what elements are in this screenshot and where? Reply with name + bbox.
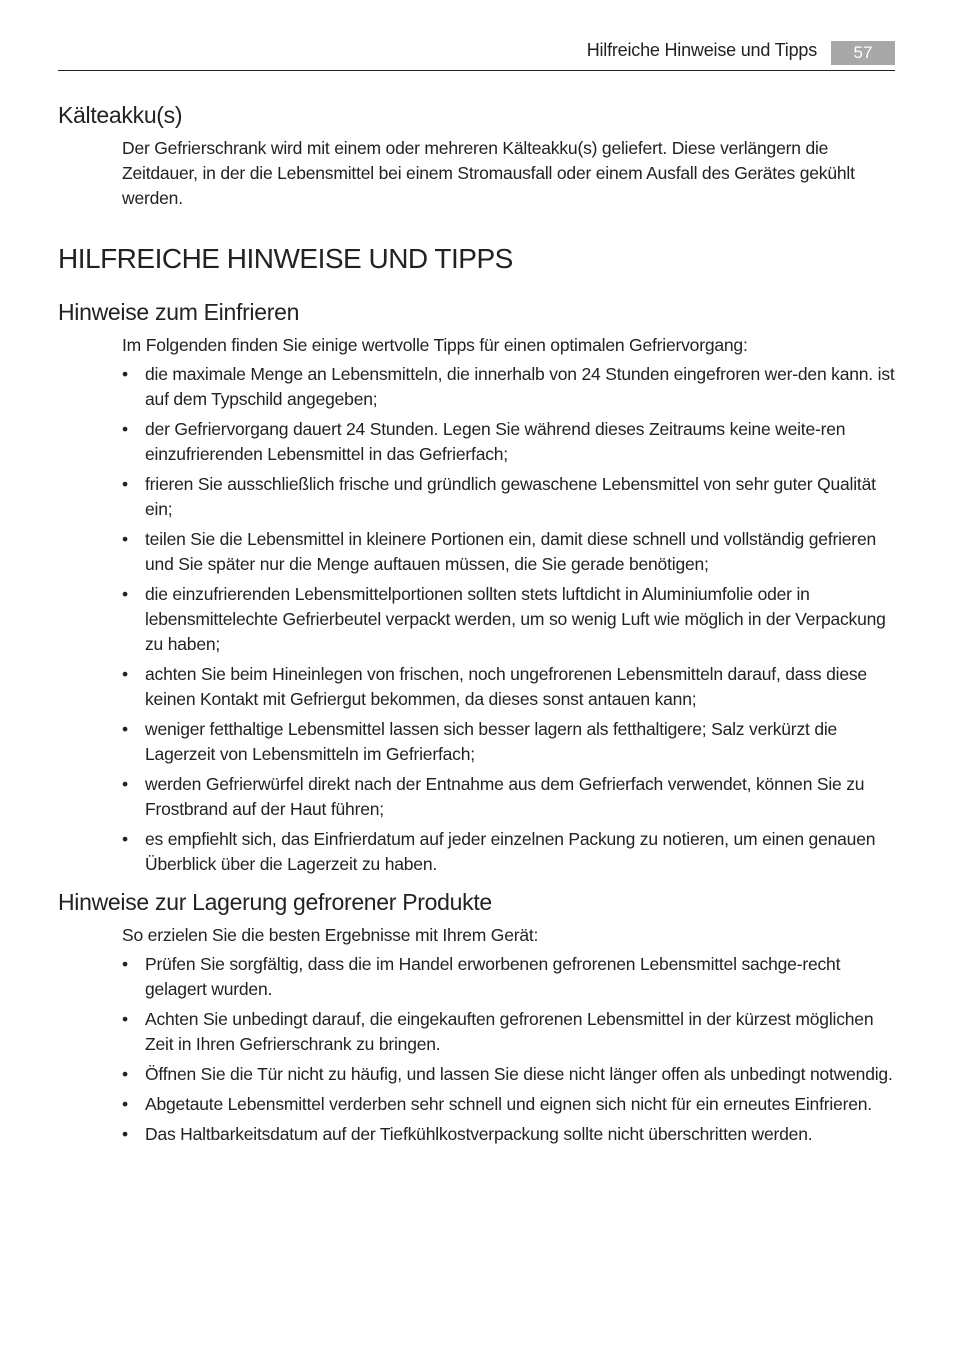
list-item-text: frieren Sie ausschließlich frische und gründlich gewaschene Lebensmittel von sehr guter Qualität ein; [145, 474, 876, 519]
list-item [122, 527, 898, 577]
list-item [122, 582, 898, 657]
list-item-text: weniger fetthaltige Lebensmittel lassen sich besser lagern als fetthaltigere; Salz verkürzt die Lagerzeit von Lebensmitteln im Gefrierfach; [145, 719, 838, 764]
page-number: 57 [831, 41, 895, 65]
bullet-icon: • [122, 719, 128, 739]
list-lagerung [122, 952, 898, 1147]
list-item-text: die einzufrierenden Lebensmittelportionen sollten stets luftdicht in Aluminiumfolie oder in lebensmittelechte Gefrierbeutel verpackt werden, um so wenig Luft wie möglich in der Verpackung zu haben; [145, 584, 886, 654]
bullet-icon: • [122, 954, 128, 974]
list-item [122, 362, 898, 412]
page-content [58, 100, 898, 1157]
list-item [122, 772, 898, 822]
header-title: Hilfreiche Hinweise und Tipps [586, 40, 817, 60]
list-item-text: der Gefriervorgang dauert 24 Stunden. Legen Sie während dieses Zeitraums keine weite-ren einzufrierenden Lebensmittel in das Gefrierfach; [145, 419, 846, 464]
list-item-text: Prüfen Sie sorgfältig, dass die im Handel erworbenen gefrorenen Lebensmittel sachge-recht gelagert wurden. [145, 954, 841, 999]
list-item-text: die maximale Menge an Lebensmitteln, die innerhalb von 24 Stunden eingefroren wer-den kann. ist auf dem Typschild angegeben; [145, 364, 895, 409]
section-heading-kaelteakku: Kälteakku(s) [58, 102, 183, 128]
section-heading-lagerung: Hinweise zur Lagerung gefrorener Produkte [58, 889, 492, 915]
bullet-icon: • [122, 364, 128, 384]
bullet-icon: • [122, 1124, 128, 1144]
bullet-icon: • [122, 664, 128, 684]
list-item [122, 1122, 898, 1147]
list-item-text: Achten Sie unbedingt darauf, die eingekauften gefrorenen Lebensmittel in der kürzest möglichen Zeit in Ihren Gefrierschrank zu bringen. [145, 1009, 874, 1054]
list-item-text: Abgetaute Lebensmittel verderben sehr schnell und eignen sich nicht für ein erneutes Einfrieren. [145, 1094, 872, 1114]
bullet-icon: • [122, 1064, 128, 1084]
list-item [122, 952, 898, 1002]
bullet-icon: • [122, 474, 128, 494]
list-item [122, 717, 898, 767]
list-einfrieren [122, 362, 898, 877]
list-item-text: Öffnen Sie die Tür nicht zu häufig, und lassen Sie diese nicht länger offen als unbedingt notwendig. [145, 1064, 893, 1084]
list-item-text: es empfiehlt sich, das Einfrierdatum auf jeder einzelnen Packung zu notieren, um einen genauen Überblick über die Lagerzeit zu haben. [145, 829, 876, 874]
bullet-icon: • [122, 529, 128, 549]
bullet-icon: • [122, 584, 128, 604]
bullet-icon: • [122, 419, 128, 439]
list-item [122, 827, 898, 877]
list-item-text: teilen Sie die Lebensmittel in kleinere Portionen ein, damit diese schnell und vollständig gefrieren und Sie später nur die Menge auftauen müssen, die Sie gerade benötigen; [145, 529, 877, 574]
page-header [58, 38, 895, 71]
list-item [122, 662, 898, 712]
intro-einfrieren: Im Folgenden finden Sie einige wertvolle Tipps für einen optimalen Gefriervorgang: [122, 335, 748, 355]
section-heading-einfrieren: Hinweise zum Einfrieren [58, 299, 300, 325]
bullet-icon: • [122, 774, 128, 794]
list-item [122, 1062, 898, 1087]
bullet-icon: • [122, 1009, 128, 1029]
list-item [122, 1007, 898, 1057]
list-item [122, 1092, 898, 1117]
intro-lagerung: So erzielen Sie die besten Ergebnisse mit Ihrem Gerät: [122, 925, 539, 945]
list-item [122, 417, 898, 467]
paragraph-kaelteakku: Der Gefrierschrank wird mit einem oder mehreren Kälteakku(s) geliefert. Diese verlängern die Zeitdauer, in der die Lebensmittel bei einem Stromausfall oder einem Ausfall des Gerätes gekühlt werden. [122, 138, 855, 208]
list-item-text: Das Haltbarkeitsdatum auf der Tiefkühlkostverpackung sollte nicht überschritten werden. [145, 1124, 813, 1144]
bullet-icon: • [122, 1094, 128, 1114]
bullet-icon: • [122, 829, 128, 849]
list-item-text: werden Gefrierwürfel direkt nach der Entnahme aus dem Gefrierfach verwendet, können Sie zu Frostbrand auf der Haut führen; [145, 774, 865, 819]
main-heading: HILFREICHE HINWEISE UND TIPPS [58, 243, 513, 274]
list-item [122, 472, 898, 522]
list-item-text: achten Sie beim Hineinlegen von frischen, noch ungefrorenen Lebensmitteln darauf, dass diese keinen Kontakt mit Gefriergut bekommen, da dieses sonst antauen kann; [145, 664, 867, 709]
